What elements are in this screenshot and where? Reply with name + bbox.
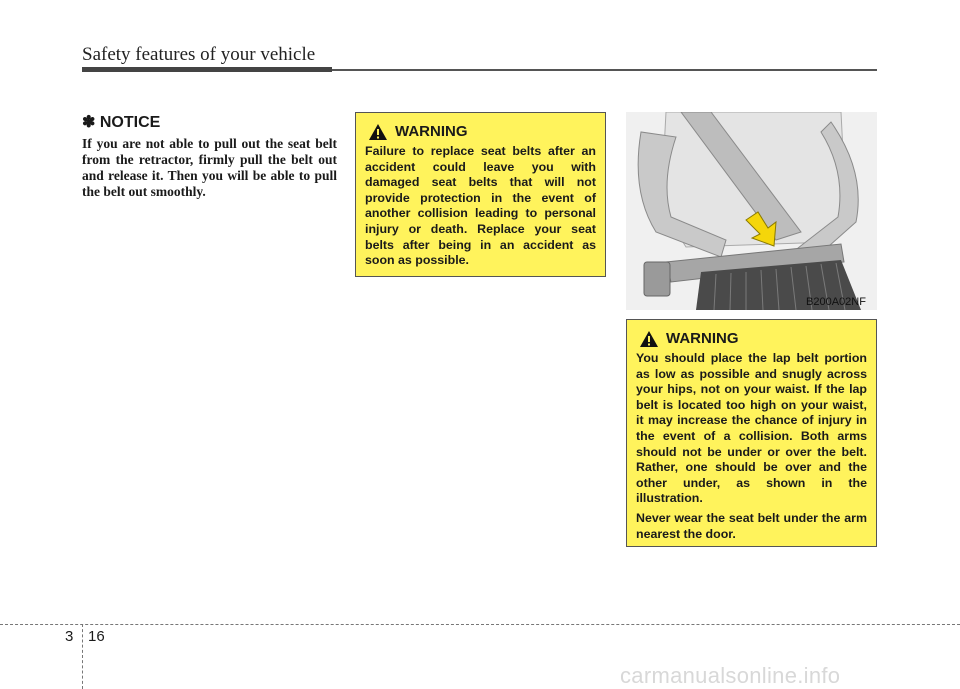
watermark: carmanualsonline.info bbox=[620, 663, 841, 688]
page-header-title: Safety features of your vehicle bbox=[82, 44, 316, 65]
notice-body: If you are not able to pull out the seat belt from the retractor, firmly pull the belt out and release it. Then you will be able to pull the belt out smoothly. bbox=[82, 136, 337, 199]
warning-2-paragraph-2: Never wear the seat belt under the arm nearest the door. bbox=[636, 510, 867, 541]
warning-triangle-icon bbox=[640, 331, 658, 347]
footer-dashed-divider bbox=[82, 624, 83, 689]
page-chapter: 3 bbox=[65, 628, 74, 645]
warning-body-1: Failure to replace seat belts after an accident could leave you with damaged seat belts that will not provide protection in the event of another collision leading to personal injury or death. Replace your seat belts after being in an accident as soon as possible. bbox=[365, 144, 596, 268]
warning-heading-1-text: WARNING bbox=[395, 123, 468, 140]
figure-code: B200A02NF bbox=[806, 296, 866, 308]
page-number: 16 bbox=[88, 628, 105, 645]
footer-dashed-rule bbox=[0, 624, 960, 625]
header-rule-thick bbox=[82, 67, 332, 72]
header-rule-thin bbox=[332, 69, 877, 71]
warning-heading-2-text: WARNING bbox=[666, 330, 739, 347]
warning-box-1 bbox=[355, 112, 606, 277]
warning-2-paragraph-1: You should place the lap belt portion as low as possible and snugly across your hips, not on your waist. If the lap belt is located too high on your waist, it may increase the chance of injury in the event of a collision. Both arms should not be under or over the belt. Rather, one should be over and the other under, as shown in the illustration. bbox=[636, 351, 867, 506]
notice-heading: ✽ NOTICE bbox=[82, 114, 161, 131]
warning-heading-1 bbox=[369, 123, 596, 140]
seat-belt-illustration bbox=[626, 112, 877, 310]
notice-block bbox=[82, 112, 337, 200]
warning-heading-2 bbox=[640, 330, 867, 347]
warning-triangle-icon bbox=[369, 124, 387, 140]
warning-body-2 bbox=[636, 351, 867, 542]
seat-belt-drawing bbox=[626, 112, 877, 310]
warning-box-2 bbox=[626, 319, 877, 547]
